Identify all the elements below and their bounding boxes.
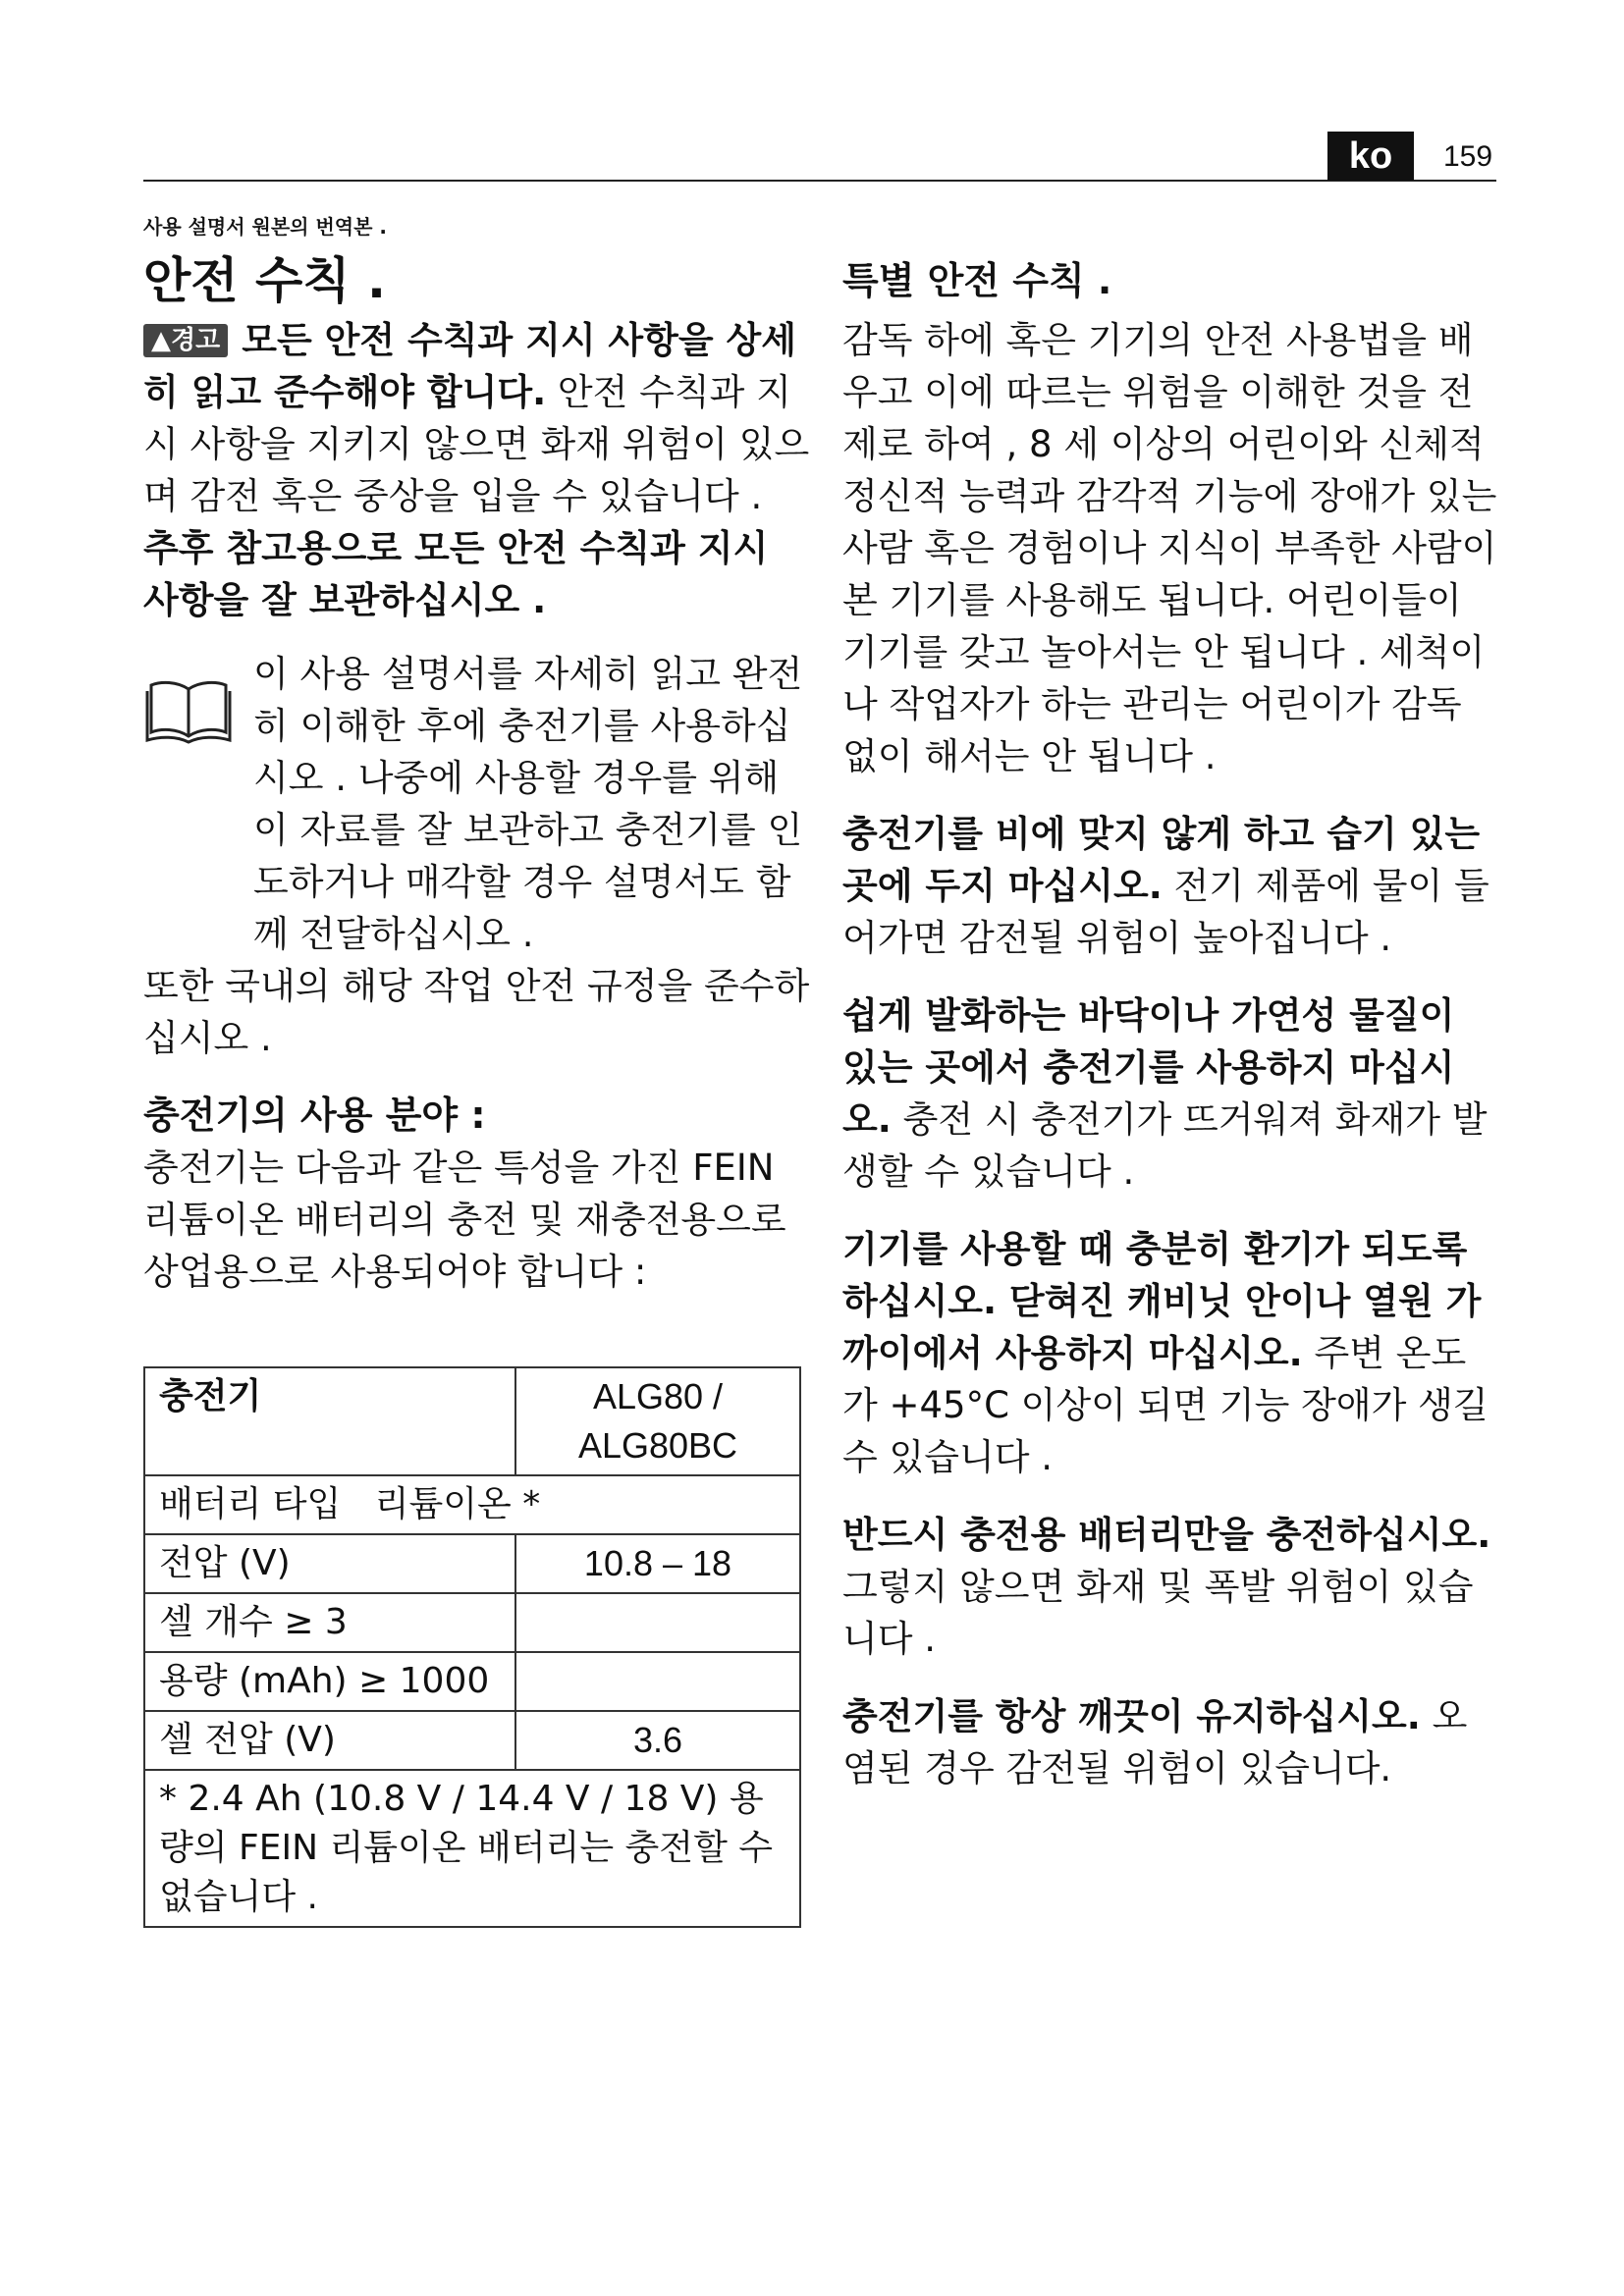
table-cell-label: 전압 (V) bbox=[144, 1534, 515, 1593]
table-header-row bbox=[144, 1367, 800, 1475]
warning-badge: ▲경고 bbox=[143, 324, 228, 357]
charger-spec-table bbox=[143, 1366, 801, 1928]
table-row bbox=[144, 1652, 800, 1711]
page-number: 159 bbox=[1443, 140, 1493, 173]
table-cell-label: 셀 전압 (V) bbox=[144, 1711, 515, 1770]
flammable-text: 충전 시 충전기가 뜨거워져 화재가 발생할 수 있습니다 . bbox=[842, 1098, 1488, 1193]
rain-bold: 충전기를 비에 맞지 않게 하고 습기 있는 곳에 두지 마십시오. bbox=[842, 813, 1481, 907]
language-badge: ko bbox=[1327, 132, 1414, 181]
header-rule bbox=[143, 180, 1496, 182]
special-safety-text: 감독 하에 혹은 기기의 안전 사용법을 배우고 이에 따르는 위험을 이해한 것을 전제로 하여 , 8 세 이상의 어린이와 신체적 정신적 능력과 감각적 기능에 장애가 있는 사람 혹은 경험이나 지식이 부족한 사람이 본 기기를 사용해도 됩니다. 어린이들이 기기를 갖고 놀아서는 안 됩니다 . 세척이나 작업자가 하는 관리는 어린이가 감독 없이 해서는 안 됩니다 . bbox=[842, 319, 1497, 777]
special-safety-heading: 특별 안전 수칙 . bbox=[842, 259, 1112, 302]
table-cell-label: 용량 (mAh) ≥ 1000 bbox=[144, 1652, 515, 1711]
translation-note: 사용 설명서 원본의 번역본 . bbox=[143, 215, 387, 239]
table-row bbox=[144, 1534, 800, 1593]
clean-text: 오염된 경우 감전될 위험이 있습니다. bbox=[842, 1695, 1468, 1789]
table-header-label: 충전기 bbox=[144, 1367, 515, 1475]
warning-bold: 모든 안전 수칙과 지시 사항을 상세히 읽고 준수해야 합니다. bbox=[143, 319, 797, 413]
book-icon bbox=[145, 675, 232, 744]
rain-text: 전기 제품에 물이 들어가면 감전될 위험이 높아집니다 . bbox=[842, 865, 1489, 959]
table-footnote: * 2.4 Ah (10.8 V / 14.4 V / 18 V) 용량의 FEIN 리튬이온 배터리는 충전할 수 없습니다 . bbox=[144, 1770, 800, 1927]
table-row bbox=[144, 1711, 800, 1770]
table-cell-value bbox=[515, 1652, 800, 1711]
right-column bbox=[842, 247, 1500, 1794]
table-footnote-row bbox=[144, 1770, 800, 1927]
table-cell-value: 3.6 bbox=[515, 1711, 800, 1770]
warning-text: 안전 수칙과 지시 사항을 지키지 않으면 화재 위험이 있으며 감전 혹은 중상을 입을 수 있습니다 . bbox=[143, 371, 810, 517]
safety-title: 안전 수칙 . bbox=[143, 252, 387, 309]
manual-text-content: 이 사용 설명서를 자세히 읽고 완전히 이해한 후에 충전기를 사용하십시오 . 나중에 사용할 경우를 위해 이 자료를 잘 보관하고 충전기를 인도하거나 매각할 경우 설명서도 함께 전달하십시오 . bbox=[253, 653, 803, 955]
ventilation-bold: 기기를 사용할 때 충분히 환기가 되도록 하십시오. 닫혀진 캐비닛 안이나 열원 가까이에서 사용하지 마십시오. bbox=[842, 1228, 1482, 1374]
table-cell-label: 셀 개수 ≥ 3 bbox=[144, 1593, 515, 1652]
table-cell-battery-type bbox=[144, 1475, 800, 1534]
usage-heading: 충전기의 사용 분야 : bbox=[143, 1094, 486, 1137]
rechargeable-text: 그렇지 않으면 화재 및 폭발 위험이 있습니다 . bbox=[842, 1566, 1474, 1660]
manual-note bbox=[143, 648, 811, 960]
left-column bbox=[143, 247, 811, 1298]
table-row bbox=[144, 1593, 800, 1652]
ventilation-paragraph bbox=[842, 1223, 1500, 1483]
flammable-bold: 쉽게 발화하는 바닥이나 가연성 물질이 있는 곳에서 충전기를 사용하지 마십시오. bbox=[842, 994, 1455, 1141]
regulation-text: 또한 국내의 해당 작업 안전 규정을 준수하십시오 . bbox=[143, 965, 810, 1059]
flammable-paragraph bbox=[842, 989, 1500, 1198]
rain-paragraph bbox=[842, 808, 1500, 964]
warning-paragraph bbox=[143, 314, 811, 522]
clean-paragraph bbox=[842, 1690, 1500, 1794]
ventilation-text: 주변 온도가 +45°C 이상이 되면 기능 장애가 생길 수 있습니다 . bbox=[842, 1332, 1489, 1478]
clean-bold: 충전기를 항상 깨끗이 유지하십시오. bbox=[842, 1695, 1421, 1737]
usage-text: 충전기는 다음과 같은 특성을 가진 FEIN 리튬이온 배터리의 충전 및 재충전용으로 상업용으로 사용되어야 합니다 : bbox=[143, 1147, 786, 1293]
keep-instructions: 추후 참고용으로 모든 안전 수칙과 지시 사항을 잘 보관하십시오 . bbox=[143, 527, 769, 621]
rechargeable-paragraph bbox=[842, 1509, 1500, 1665]
battery-type-label: 배터리 타입 bbox=[159, 1484, 342, 1524]
table-cell-value: 10.8 – 18 bbox=[515, 1534, 800, 1593]
battery-type-value: 리튬이온 * bbox=[374, 1484, 541, 1524]
table-header-value: ALG80 / ALG80BC bbox=[515, 1367, 800, 1475]
table-row bbox=[144, 1475, 800, 1534]
rechargeable-bold: 반드시 충전용 배터리만을 충전하십시오. bbox=[842, 1514, 1491, 1556]
manual-text bbox=[253, 648, 811, 960]
table-cell-value bbox=[515, 1593, 800, 1652]
